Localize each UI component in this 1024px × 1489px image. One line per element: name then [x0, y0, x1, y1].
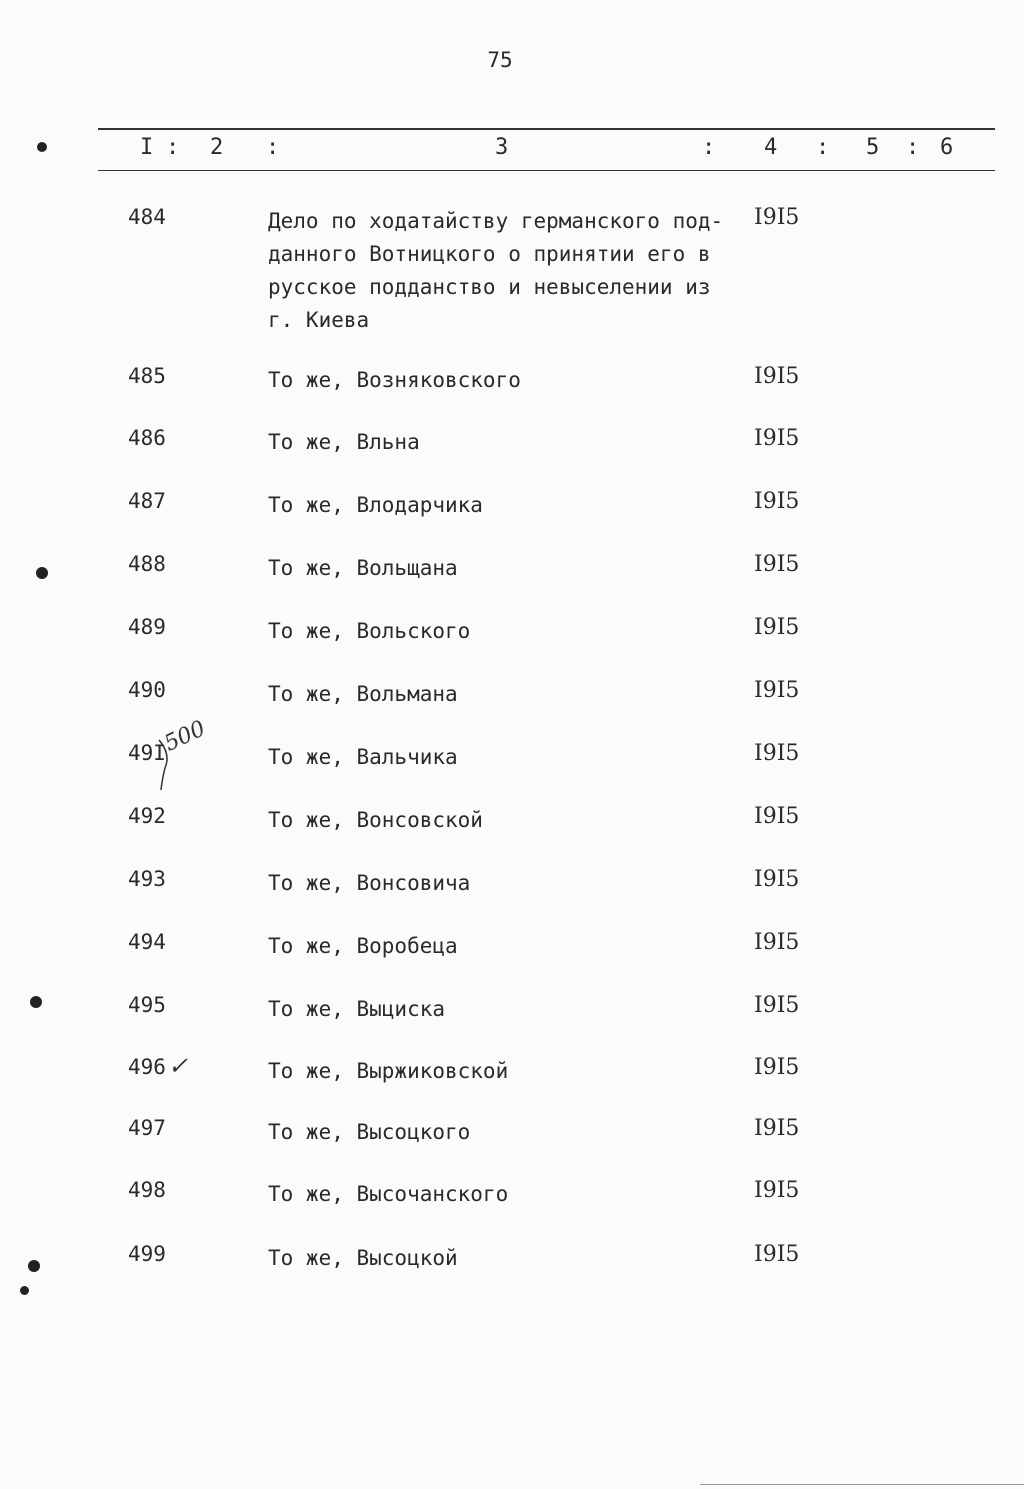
- row-description: То же, Воробеца: [268, 934, 458, 958]
- binder-hole: [30, 996, 42, 1008]
- row-number: 498: [128, 1178, 166, 1202]
- header-sep: :: [166, 135, 180, 160]
- row-description: То же, Вольщана: [268, 556, 458, 580]
- header-sep: :: [816, 135, 830, 160]
- binder-hole: [20, 1286, 29, 1295]
- row-number: 496: [128, 1055, 166, 1079]
- row-year: I9I5: [754, 426, 800, 451]
- row-number: 484: [128, 205, 166, 229]
- row-description: То же, Вольского: [268, 619, 471, 643]
- row-number: 487: [128, 489, 166, 513]
- row-description: То же, Выциска: [268, 997, 446, 1021]
- header-col-2: 2: [210, 135, 224, 160]
- binder-hole: [28, 1260, 40, 1272]
- row-description: То же, Высоцкого: [268, 1120, 471, 1144]
- header-col-1: I: [140, 135, 154, 160]
- table-top-rule: [98, 128, 995, 130]
- binder-hole: [37, 142, 47, 152]
- row-description: То же, Вонсовича: [268, 871, 471, 895]
- header-col-5: 5: [866, 135, 880, 160]
- row-year: I9I5: [754, 615, 800, 640]
- row-number: 490: [128, 678, 166, 702]
- header-col-6: 6: [940, 135, 954, 160]
- handwritten-margin-note: 500: [160, 716, 210, 757]
- row-year: I9I5: [754, 552, 800, 577]
- row-description: То же, Вальчика: [268, 745, 458, 769]
- row-number: 494: [128, 930, 166, 954]
- row-number: 489: [128, 615, 166, 639]
- page-bottom-edge: [700, 1484, 1024, 1485]
- row-year: I9I5: [754, 489, 800, 514]
- row-year: I9I5: [754, 741, 800, 766]
- row-year: I9I5: [754, 1242, 800, 1267]
- row-description: То же, Вольмана: [268, 682, 458, 706]
- row-number: 492: [128, 804, 166, 828]
- row-number: 499: [128, 1242, 166, 1266]
- row-description: То же, Выржиковской: [268, 1059, 509, 1083]
- row-number: 497: [128, 1116, 166, 1140]
- row-number: 49I: [128, 741, 166, 765]
- row-description: То же, Высоцкой: [268, 1246, 458, 1270]
- row-year: I9I5: [754, 1116, 800, 1141]
- header-sep: :: [702, 135, 716, 160]
- row-description: То же, Высочанского: [268, 1182, 509, 1206]
- page-number: 75: [487, 48, 513, 72]
- table-header-rule: [98, 170, 995, 171]
- header-sep: :: [266, 135, 280, 160]
- row-year: I9I5: [754, 930, 800, 955]
- row-number: 488: [128, 552, 166, 576]
- header-col-3: 3: [495, 135, 509, 160]
- row-year: I9I5: [754, 205, 800, 230]
- row-description: То же, Возняковского: [268, 368, 521, 392]
- header-col-4: 4: [764, 135, 778, 160]
- handwritten-check-mark: ✓: [168, 1052, 189, 1080]
- row-number: 486: [128, 426, 166, 450]
- row-description: Дело по ходатайству германского под-данного Вотницкого о принятии его в русское подданство и невыселении из г. Киева: [268, 209, 724, 332]
- row-description: То же, Вонсовской: [268, 808, 483, 832]
- row-number: 495: [128, 993, 166, 1017]
- row-description: То же, Влодарчика: [268, 493, 483, 517]
- row-year: I9I5: [754, 1178, 800, 1203]
- handwritten-bracket: [155, 734, 175, 794]
- row-number: 485: [128, 364, 166, 388]
- row-year: I9I5: [754, 1055, 800, 1080]
- row-year: I9I5: [754, 993, 800, 1018]
- row-year: I9I5: [754, 364, 800, 389]
- row-year: I9I5: [754, 867, 800, 892]
- row-year: I9I5: [754, 804, 800, 829]
- row-year: I9I5: [754, 678, 800, 703]
- row-number: 493: [128, 867, 166, 891]
- binder-hole: [36, 567, 48, 579]
- row-description: То же, Вльна: [268, 430, 420, 454]
- header-sep: :: [906, 135, 920, 160]
